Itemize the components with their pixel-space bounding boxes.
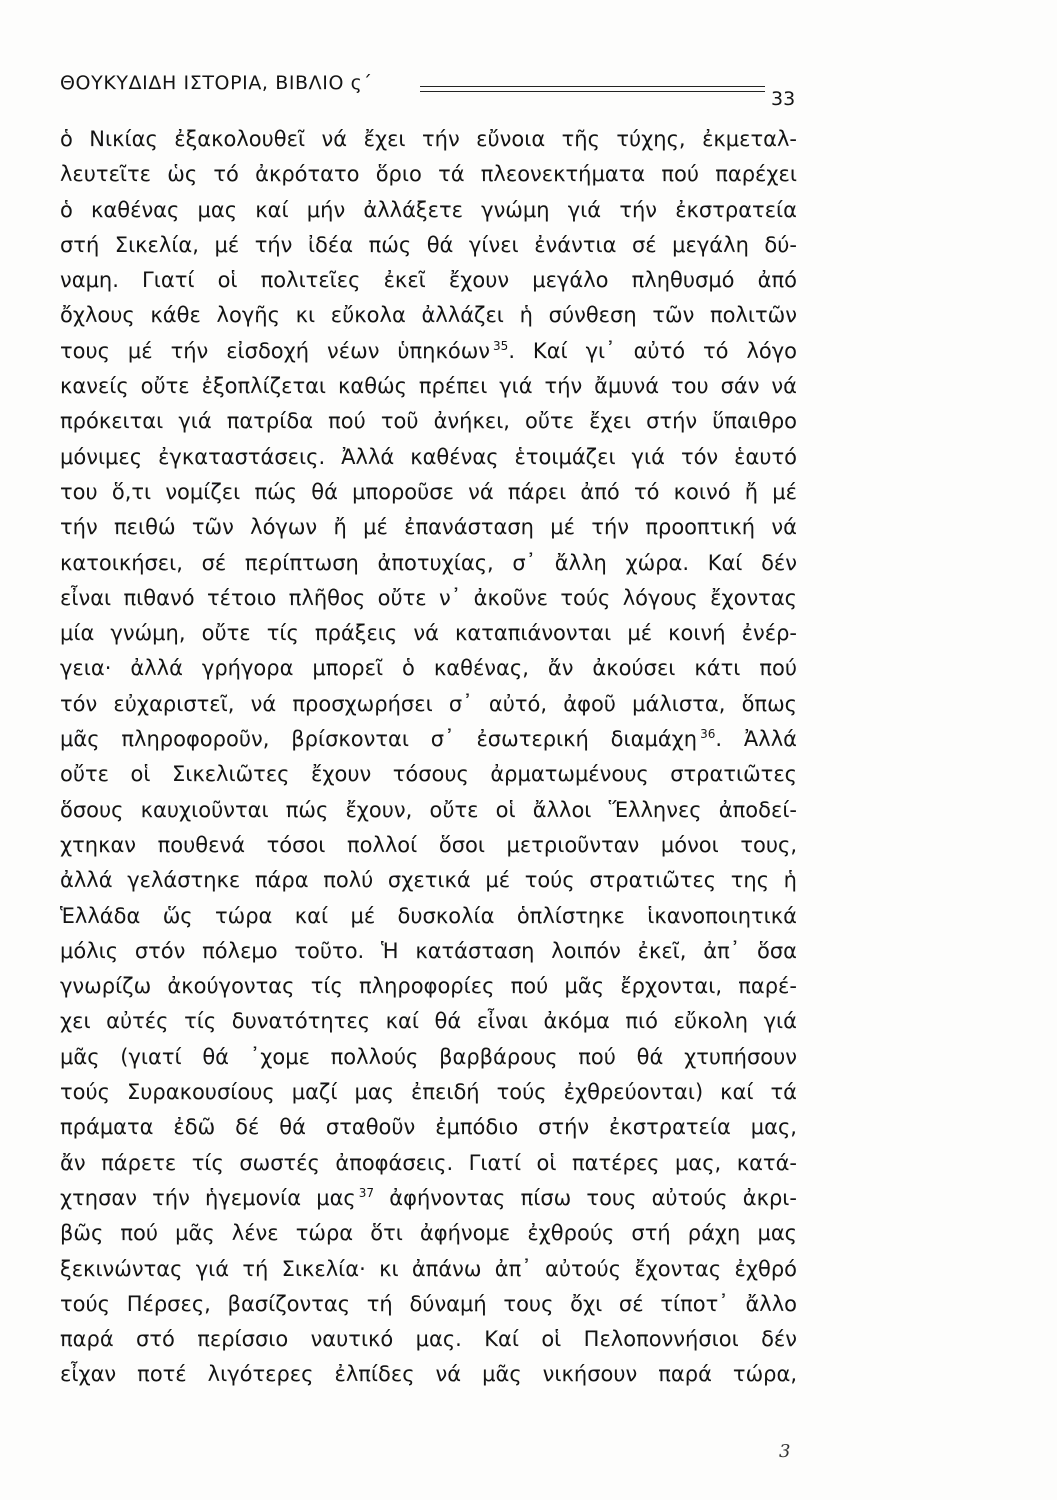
footnote-ref: 36 (700, 727, 716, 742)
line-segment: μᾶς πληροφοροῦν, βρίσκονται σ᾽ ἐσωτερική διαμάχη (60, 727, 698, 752)
line-segment: . Καί γι᾽ αὐτό τό λόγο (508, 338, 797, 363)
text-line: μία γνώμη, οὔτε τίς πράξεις νά καταπιάνονται μέ κοινή ἐνέρ- (60, 621, 797, 646)
footnote-ref: 35 (493, 338, 509, 353)
text-line: ὅσους καυχιοῦνται πώς ἔχουν, οὔτε οἱ ἄλλοι Ἕλληνες ἀποδεί- (60, 797, 797, 822)
text-line: ὁ καθένας μας καί μήν ἀλλάξετε γνώμη γιά τήν ἐκστρατεία (60, 197, 797, 222)
text-line: μᾶς (γιατί θά ᾽χομε πολλούς βαρβάρους πού θά χτυπήσουν (60, 1044, 797, 1069)
text-line: μόνιμες ἐγκαταστάσεις. Ἀλλά καθένας ἑτοιμάζει γιά τόν ἑαυτό (60, 444, 797, 469)
line-segment: χτησαν τήν ἡγεμονία μας (60, 1185, 356, 1210)
text-line: τόν εὐχαριστεῖ, νά προσχωρήσει σ᾽ αὐτό, ἀφοῦ μάλιστα, ὅπως (60, 691, 797, 716)
text-line: εἶναι πιθανό τέτοιο πλῆθος οὔτε ν᾽ ἀκοῦνε τούς λόγους ἔχοντας (60, 585, 797, 610)
text-line: τούς Πέρσες, βασίζοντας τή δύναμή τους ὄχι σέ τίποτ᾽ ἄλλο (60, 1291, 797, 1316)
text-line: κατοικήσει, σέ περίπτωση ἀποτυχίας, σ᾽ ἄλλη χώρα. Καί δέν (60, 550, 797, 575)
text-line: στή Σικελία, μέ τήν ἰδέα πώς θά γίνει ἐνάντια σέ μεγάλη δύ- (60, 232, 797, 257)
text-line: του ὅ,τι νομίζει πώς θά μποροῦσε νά πάρει ἀπό τό κοινό ἤ μέ (60, 479, 797, 504)
text-line (60, 334, 797, 369)
text-line: τούς Συρακουσίους μαζί μας ἐπειδή τούς ἐχθρεύονται) καί τά (60, 1080, 797, 1105)
text-line: παρά στό περίσσιο ναυτικό μας. Καί οἱ Πελοποννήσιοι δέν (60, 1327, 797, 1352)
text-line: ὄχλους κάθε λογῆς κι εὔκολα ἀλλάζει ἡ σύνθεση τῶν πολιτῶν (60, 303, 797, 328)
text-line: γεια· ἀλλά γρήγορα μπορεῖ ὁ καθένας, ἄν ἀκούσει κάτι πού (60, 656, 797, 681)
line-segment: . Ἀλλά (715, 727, 797, 752)
footnote-ref: 37 (358, 1185, 375, 1200)
text-line: μόλις στόν πόλεμο τοῦτο. Ἡ κατάσταση λοιπόν ἐκεῖ, ἀπ᾽ ὅσα (60, 938, 797, 963)
text-line: Ἑλλάδα ὥς τώρα καί μέ δυσκολία ὁπλίστηκε ἱκανοποιητικά (60, 903, 797, 928)
text-line: κανείς οὔτε ἐξοπλίζεται καθώς πρέπει γιά τήν ἄμυνά του σάν νά (60, 374, 797, 399)
header-double-rule (420, 86, 765, 92)
text-line: γνωρίζω ἀκούγοντας τίς πληροφορίες πού μᾶς ἔρχονται, παρέ- (60, 974, 797, 999)
text-line: χει αὐτές τίς δυνατότητες καί θά εἶναι ἀκόμα πιό εὔκολη γιά (60, 1009, 797, 1034)
running-head: ΘΟΥΚΥΔΙΔΗ ΙΣΤΟΡΙΑ, ΒΙΒΛΙΟ ς΄ (60, 72, 373, 94)
text-line (60, 1181, 797, 1216)
text-line: τήν πειθώ τῶν λόγων ἤ μέ ἐπανάσταση μέ τήν προοπτική νά (60, 515, 797, 540)
text-line: ξεκινώντας γιά τή Σικελία· κι ἀπάνω ἀπ᾽ αὐτούς ἔχοντας ἐχθρό (60, 1256, 797, 1281)
text-line: ὁ Νικίας ἐξακολουθεῖ νά ἔχει τήν εὔνοια τῆς τύχης, ἐκμεταλ- (60, 127, 797, 151)
body-text (60, 122, 797, 1393)
line-segment: τους μέ τήν εἰσδοχή νέων ὑπηκόων (60, 338, 491, 363)
text-line: οὔτε οἱ Σικελιῶτες ἔχουν τόσους ἀρματωμένους στρατιῶτες (60, 762, 797, 787)
page-number: 33 (771, 88, 796, 110)
text-line (60, 722, 797, 757)
text-line: ἀλλά γελάστηκε πάρα πολύ σχετικά μέ τούς στρατιῶτες της ἡ (60, 868, 797, 893)
signature-mark: 3 (779, 1441, 791, 1462)
text-line: ναμη. Γιατί οἱ πολιτεῖες ἐκεῖ ἔχουν μεγάλο πληθυσμό ἀπό (60, 268, 797, 293)
text-line: λευτεῖτε ὡς τό ἀκρότατο ὅριο τά πλεονεκτήματα πού παρέχει (60, 162, 797, 187)
text-line: εἶχαν ποτέ λιγότερες ἐλπίδες νά μᾶς νικήσουν παρά τώρα, (60, 1362, 797, 1387)
line-segment: ἀφήνοντας πίσω τους αὐτούς ἀκρι- (374, 1185, 797, 1210)
text-line: χτηκαν πουθενά τόσοι πολλοί ὅσοι μετριοῦνταν μόνοι τους, (60, 832, 797, 857)
text-line: πρόκειται γιά πατρίδα πού τοῦ ἀνήκει, οὔτε ἔχει στήν ὕπαιθρο (60, 409, 797, 434)
text-line: ἄν πάρετε τίς σωστές ἀποφάσεις. Γιατί οἱ πατέρες μας, κατά- (60, 1150, 797, 1175)
text-line: βῶς πού μᾶς λένε τώρα ὅτι ἀφήνομε ἐχθρούς στή ράχη μας (60, 1221, 797, 1246)
text-line: πράματα ἐδῶ δέ θά σταθοῦν ἐμπόδιο στήν ἐκστρατεία μας, (60, 1115, 797, 1140)
